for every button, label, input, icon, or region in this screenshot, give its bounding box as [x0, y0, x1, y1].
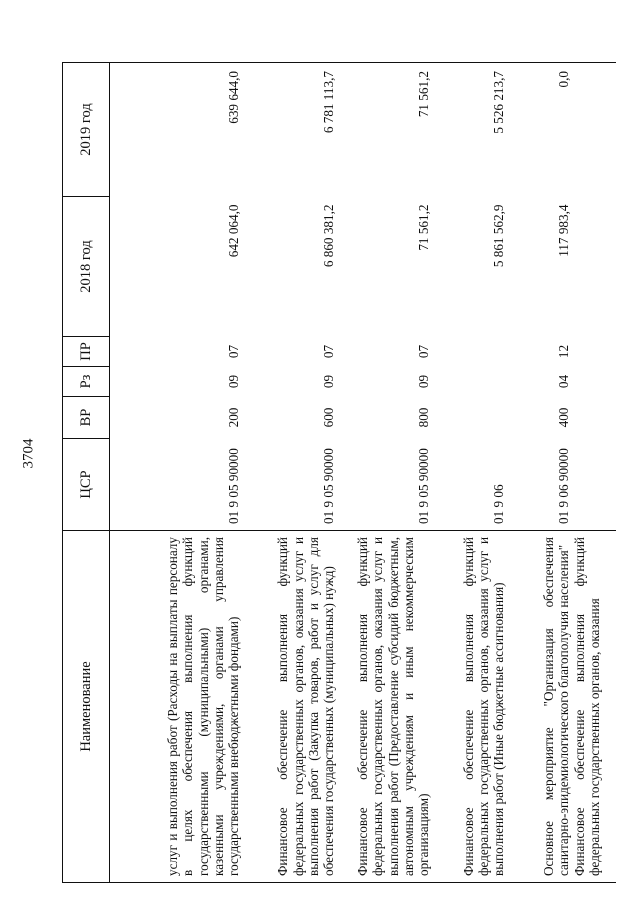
table-row	[432, 63, 507, 883]
row-2019: 6 781 113,7	[242, 63, 337, 197]
table-row	[242, 63, 337, 883]
row-2018	[572, 197, 616, 337]
row-csr	[572, 439, 616, 531]
header-name: Наименование	[63, 531, 110, 883]
row-name: Финансовое обеспечение выполнения функций федеральных государственных органов, оказания услуг и выполнения работ (Иные бюджетные ассигнования)	[432, 531, 507, 883]
row-name: Финансовое обеспечение выполнения функций федеральных государственных органов, оказания услуг и выполнения работ (Закупка товаров, работ и услуг для обеспечения государственных (муниципальных) нужд)	[242, 531, 337, 883]
row-pr: 12	[556, 344, 572, 359]
row-vr: 800	[416, 407, 432, 428]
table-header-row	[63, 63, 110, 883]
row-2019: 71 561,2	[337, 63, 432, 197]
table-row	[110, 63, 242, 883]
row-2018: 117 983,4	[556, 204, 572, 257]
row-rz: 09	[226, 374, 242, 389]
page-number: 3704	[20, 438, 37, 469]
table-row	[572, 63, 616, 883]
row-2018: 6 860 381,2	[321, 204, 337, 268]
row-pr	[432, 337, 507, 367]
row-csr: 01 9 05 90000	[226, 448, 242, 524]
row-rz: 04	[556, 374, 572, 389]
row-rz: 09	[416, 374, 432, 389]
header-pr: ПР	[63, 337, 110, 367]
header-vr: ВР	[63, 397, 110, 439]
row-name: Основное мероприятие "Организация обеспечения санитарно-эпидемиологического благополучия населения"	[507, 531, 572, 883]
row-2018: 71 561,2	[416, 204, 432, 251]
row-2019: 0,0	[507, 63, 572, 197]
row-vr: 600	[321, 407, 337, 428]
row-rz	[432, 367, 507, 397]
row-rz	[572, 367, 616, 397]
row-rz: 09	[321, 374, 337, 389]
row-vr	[572, 397, 616, 439]
header-2018: 2018 год	[63, 197, 110, 337]
row-name: услуг и выполнения работ (Расходы на выплаты персоналу в целях обеспечения выполнения функций государственными (муниципальными) органами, казенными учреждениями, органами управления государственными внебюджетными фондами)	[110, 531, 242, 883]
row-name: Финансовое обеспечение выполнения функций федеральных государственных органов, оказания услуг и выполнения работ (Предоставление субсидий бюджетным, автономным учреждениям и иным некоммерческим организациям)	[337, 531, 432, 883]
table-row	[507, 63, 572, 883]
row-name: Финансовое обеспечение выполнения функций федеральных государственных органов, оказания	[572, 531, 616, 883]
row-csr: 01 9 06 90000	[556, 448, 572, 524]
header-csr: ЦСР	[63, 439, 110, 531]
header-2019: 2019 год	[63, 63, 110, 197]
header-rz: Рз	[63, 367, 110, 397]
row-csr: 01 9 06	[491, 484, 507, 524]
row-2019: 639 644,0	[110, 63, 242, 197]
row-pr: 07	[321, 344, 337, 359]
row-vr: 400	[556, 407, 572, 428]
row-vr: 200	[226, 407, 242, 428]
rotated-table-container	[62, 63, 614, 883]
row-csr: 01 9 05 90000	[321, 448, 337, 524]
row-2019: 5 526 213,7	[432, 63, 507, 197]
row-vr	[432, 397, 507, 439]
budget-table	[62, 62, 616, 883]
row-pr: 07	[416, 344, 432, 359]
row-pr: 07	[226, 344, 242, 359]
row-2019	[572, 63, 616, 197]
row-2018: 5 861 562,9	[491, 204, 507, 268]
row-2018: 642 064,0	[226, 204, 242, 258]
table-row	[337, 63, 432, 883]
row-csr: 01 9 05 90000	[416, 448, 432, 524]
row-pr	[572, 337, 616, 367]
